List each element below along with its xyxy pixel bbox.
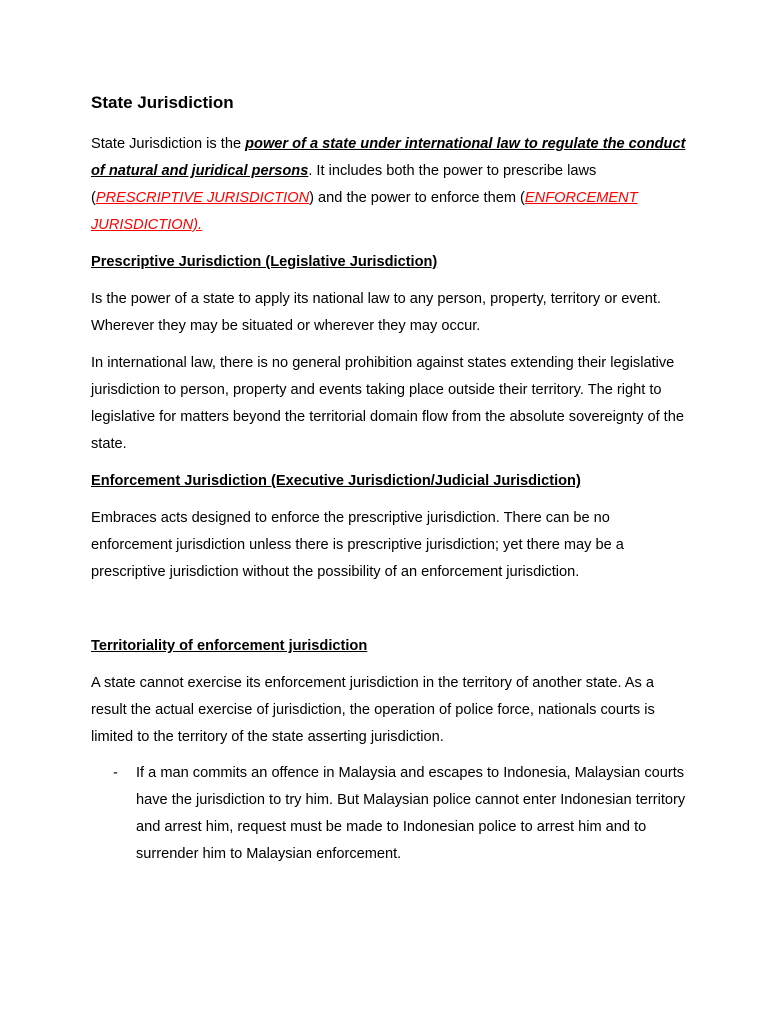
list-item: If a man commits an offence in Malaysia and escapes to Indonesia, Malaysian courts have the jurisdiction to try him. But Malaysian police cannot enter Indonesian territory and arrest him, request must be made to Indonesian police to arrest him and to surrender him to Malaysian enforcement. — [136, 765, 686, 862]
intro-text-1: State Jurisdiction is the — [91, 136, 246, 152]
territoriality-heading: Territoriality of enforcement jurisdiction — [91, 638, 368, 654]
bullet-marker: - — [113, 765, 118, 781]
prescriptive-paragraph-1: Is the power of a state to apply its national law to any person, property, territory or event. Wherever they may be situated or wherever they may occur. — [91, 291, 661, 334]
page-title: State Jurisdiction — [91, 93, 234, 112]
prescriptive-jurisdiction-term: PRESCRIPTIVE JURISDICTION — [95, 190, 310, 206]
enforcement-heading: Enforcement Jurisdiction (Executive Jurisdiction/Judicial Jurisdiction) — [91, 473, 581, 489]
intro-text-3: ) and the power to enforce them ( — [309, 190, 525, 206]
definition-emphasis: power of a state under international law to regulate the conduct of natural and juridical persons — [91, 136, 686, 179]
prescriptive-paragraph-2: In international law, there is no general prohibition against states extending their legislative jurisdiction to person, property and events taking place outside their territory. The right to legislative for matters beyond the territorial domain flow from the absolute sovereignty of the state. — [91, 355, 684, 452]
enforcement-paragraph-1: Embraces acts designed to enforce the prescriptive jurisdiction. There can be no enforcement jurisdiction unless there is prescriptive jurisdiction; yet there may be a prescriptive jurisdiction without the possibility of an enforcement jurisdiction. — [91, 510, 624, 580]
intro-paragraph — [91, 131, 691, 239]
prescriptive-heading: Prescriptive Jurisdiction (Legislative Jurisdiction) — [91, 254, 438, 270]
territoriality-paragraph-1: A state cannot exercise its enforcement jurisdiction in the territory of another state. As a result the actual exercise of jurisdiction, the operation of police force, nationals courts is limited to the territory of the state asserting jurisdiction. — [91, 675, 655, 745]
enforcement-jurisdiction-term: ENFORCEMENT JURISDICTION). — [91, 190, 638, 233]
intro-text-2: . It includes both the power to prescribe laws ( — [91, 163, 597, 206]
